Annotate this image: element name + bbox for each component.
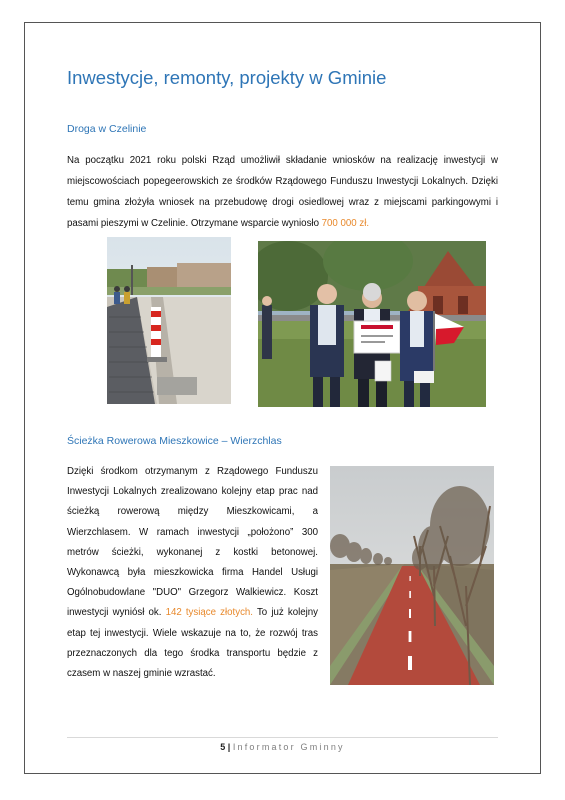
group-cheque-photo — [258, 241, 486, 407]
section-heading-sciezka: Ścieżka Rowerowa Mieszkowice – Wierzchlas — [67, 435, 282, 447]
road-construction-photo — [107, 237, 231, 404]
section-heading-droga: Droga w Czelinie — [67, 123, 147, 135]
cost-highlight: 142 tysiące złotych. — [165, 607, 253, 619]
paragraph-text: Dzięki środkom otrzymanym z Rządowego Funduszu Inwestycji Lokalnych zrealizowano kolejny etap prac nad ścieżką rowerową między Mieszkowicami, a Wierzchlasem. W ramach inwestycji „położono” 300 metrów ścieżki, wykonanej z kostki betonowej. Wykonawcą była mieszkowicka firma Handel Usługi Ogólnobudowlane "DUO" Grzegorz Walkiewicz. Koszt inwestycji wyniósł ok. — [67, 466, 318, 619]
page-title: Inwestycje, remonty, projekty w Gminie — [67, 67, 387, 88]
amount-highlight: 700 000 zł. — [321, 218, 370, 229]
paragraph-text: To już kolejny etap tej inwestycji. Wiele wskazuje na to, że rozwój tras przeznaczonych dla tego środka transportu będzie z czasem w naszej gminie wzrastać. — [67, 607, 319, 680]
section-paragraph-sciezka — [67, 462, 318, 684]
footer-rule — [67, 737, 498, 738]
page-footer — [0, 742, 565, 752]
bike-path-photo — [330, 466, 494, 685]
publication-name: Informator Gminny — [232, 742, 345, 752]
section-paragraph-droga — [67, 150, 498, 234]
page-number: 5 — [220, 742, 226, 752]
paragraph-text: Na początku 2021 roku polski Rząd umożliwił składanie wniosków na realizację inwestycji w miejscowościach popegeerowskich ze środków Rządowego Funduszu Inwestycji Lokalnych. Dzięki temu gmina złożyła wniosek na przebudowę drogi osiedlowej wraz z miejscami parkingowymi i pasami pieszymi w Czelinie. Otrzymane wsparcie wyniosło — [67, 155, 498, 229]
footer-separator: | — [227, 742, 231, 752]
